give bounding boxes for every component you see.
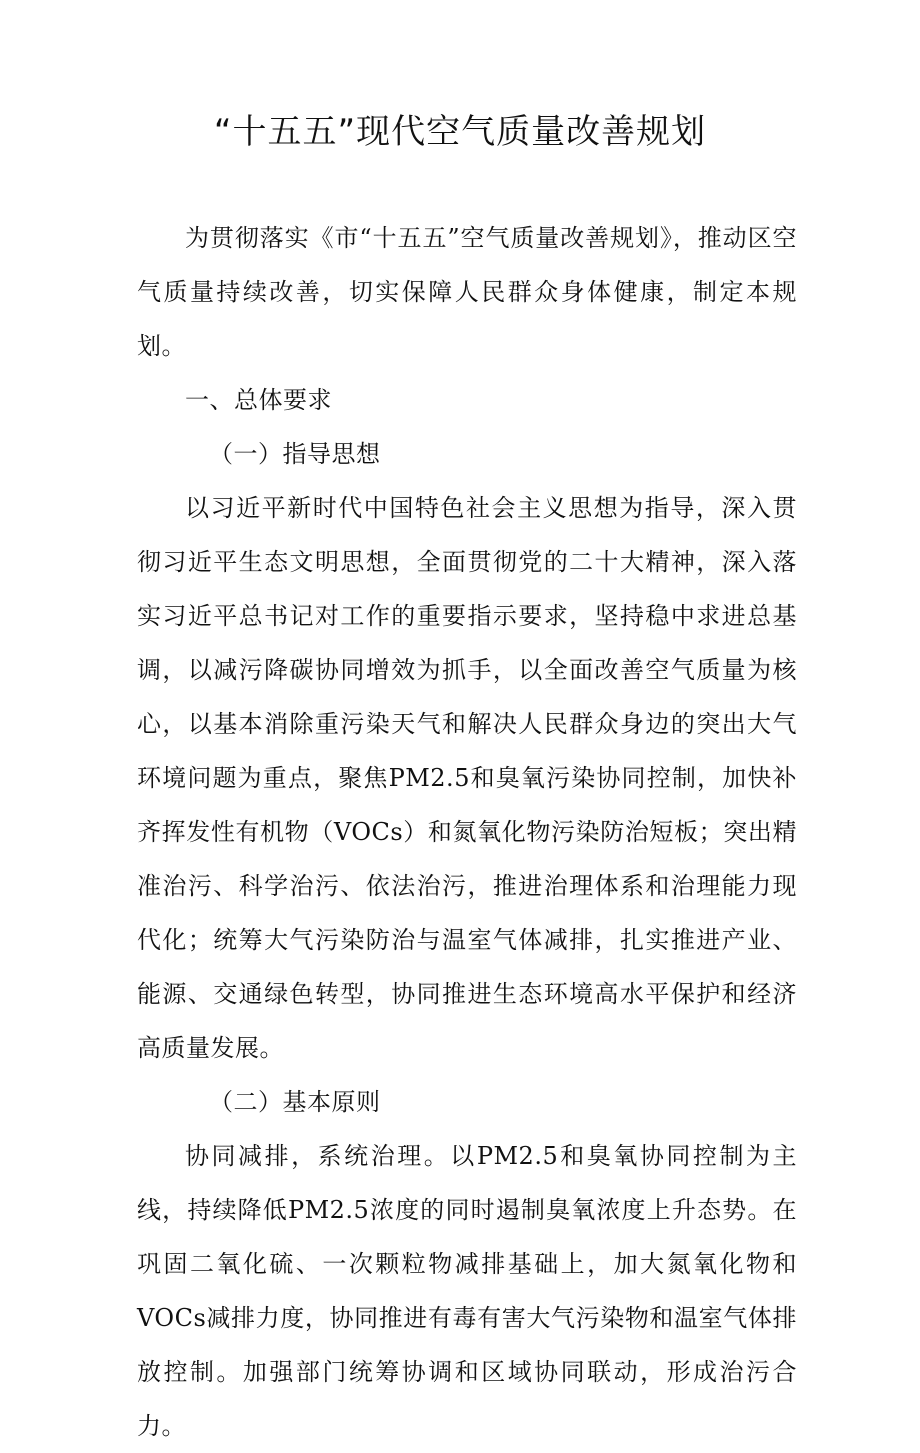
- guiding-ideology-paragraph: 以习近平新时代中国特色社会主义思想为指导，深入贯彻习近平生态文明思想，全面贯彻党的二十大精神，深入落实习近平总书记对工作的重要指示要求，坚持稳中求进总基调，以减污降碳协同增效为抓手，以全面改善空气质量为核心，以基本消除重污染天气和解决人民群众身边的突出大气环境问题为重点，聚焦PM2.5和臭氧污染协同控制，加快补齐挥发性有机物（VOCs）和氮氧化物污染防治短板；突出精准治污、科学治污、依法治污，推进治理体系和治理能力现代化；统筹大气污染防治与温室气体减排，扎实推进产业、能源、交通绿色转型，协同推进生态环境高水平保护和经济高质量发展。: [137, 494, 797, 1062]
- basic-principles-paragraph: 协同减排，系统治理。以PM2.5和臭氧协同控制为主线，持续降低PM2.5浓度的同时遏制臭氧浓度上升态势。在巩固二氧化硫、一次颗粒物减排基础上，加大氮氧化物和VOCs减排力度，协同推进有毒有害大气污染物和温室气体排放控制。加强部门统筹协调和区域协同联动，形成治污合力。: [137, 1142, 797, 1440]
- document-body: [137, 211, 797, 1453]
- document-title: “十五五”现代空气质量改善规划: [213, 112, 707, 152]
- subsection-heading-basic-principles: （二）基本原则: [209, 1088, 381, 1116]
- section-heading-general-requirements: 一、总体要求: [185, 386, 332, 414]
- intro-paragraph: 为贯彻落实《市“十五五”空气质量改善规划》，推动区空气质量持续改善，切实保障人民群众身体健康，制定本规划。: [137, 224, 797, 360]
- subsection-heading-guiding-ideology: （一）指导思想: [209, 440, 381, 468]
